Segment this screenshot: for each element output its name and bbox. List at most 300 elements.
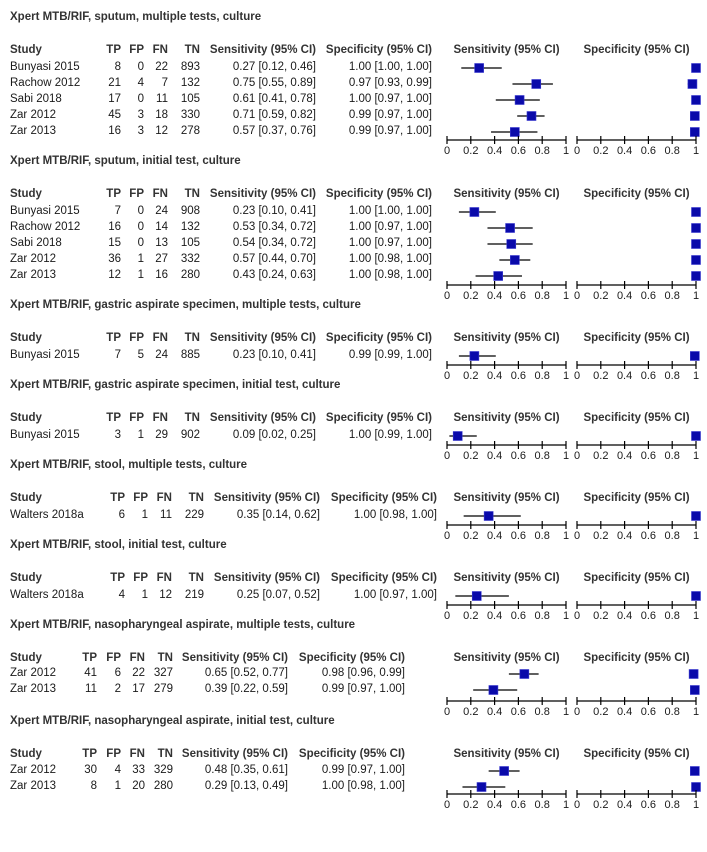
sensitivity-point-marker — [470, 352, 479, 361]
column-header-study: Study — [10, 188, 42, 200]
sensitivity-tick-label: 0.4 — [486, 290, 503, 302]
sensitivity-tick-label: 0.2 — [463, 530, 479, 542]
fp-value: 1 — [137, 253, 144, 265]
study-name: Zar 2012 — [10, 764, 57, 776]
specificity-point-marker — [692, 224, 701, 233]
specificity-tick-label: 1 — [692, 706, 700, 718]
sensitivity-point-marker — [477, 783, 486, 792]
sensitivity-ci: 0.25 [0.07, 0.52] — [236, 589, 320, 601]
specificity-tick-label: 0.4 — [616, 145, 633, 157]
study-name: Zar 2012 — [10, 253, 57, 265]
fp-value: 4 — [114, 764, 121, 776]
sensitivity-tick-label: 0.2 — [463, 610, 479, 622]
specificity-point-marker — [692, 432, 701, 441]
sensitivity-ci: 0.43 [0.24, 0.63] — [232, 269, 316, 281]
tn-value: 105 — [180, 237, 200, 249]
tp-value: 12 — [108, 269, 121, 281]
specificity-tick-label: 1 — [692, 450, 700, 462]
column-header-fn: FN — [152, 332, 168, 344]
plot-header-sensitivity: Sensitivity (95% CI) — [453, 748, 560, 760]
specificity-tick-label: 0.8 — [664, 706, 680, 718]
plot-header-sensitivity: Sensitivity (95% CI) — [453, 572, 560, 584]
specificity-ci: 1.00 [0.97, 1.00] — [348, 93, 432, 105]
specificity-point-marker — [690, 352, 699, 361]
section-title: Xpert MTB/RIF, gastric aspirate specimen, multiple tests, culture — [10, 299, 361, 311]
study-name: Walters 2018a — [10, 589, 84, 601]
plot-header-sensitivity: Sensitivity (95% CI) — [453, 652, 560, 664]
sensitivity-tick-label: 0.2 — [463, 290, 479, 302]
tn-value: 330 — [180, 109, 200, 121]
tn-value: 280 — [153, 780, 173, 792]
tp-value: 11 — [85, 683, 97, 695]
sensitivity-ci: 0.29 [0.13, 0.49] — [204, 780, 288, 792]
sensitivity-tick-label: 0.6 — [510, 290, 527, 302]
specificity-tick-label: 0.4 — [616, 799, 633, 811]
sensitivity-ci: 0.09 [0.02, 0.25] — [232, 429, 316, 441]
plot-header-specificity: Specificity (95% CI) — [583, 748, 690, 760]
specificity-point-marker — [690, 112, 699, 121]
sensitivity-tick-label: 0.4 — [486, 145, 503, 157]
specificity-point-marker — [692, 64, 701, 73]
tn-value: 219 — [184, 589, 204, 601]
study-name: Rachow 2012 — [10, 221, 81, 233]
sensitivity-tick-label: 1 — [562, 706, 570, 718]
column-header-specificity: Specificity (95% CI) — [325, 188, 432, 200]
plot-header-specificity: Specificity (95% CI) — [583, 188, 690, 200]
section-title: Xpert MTB/RIF, gastric aspirate specimen, initial test, culture — [10, 379, 341, 391]
sensitivity-tick-label: 0.8 — [534, 530, 550, 542]
column-header-tp: TP — [110, 492, 125, 504]
column-header-specificity: Specificity (95% CI) — [325, 44, 432, 56]
specificity-tick-label: 0.8 — [664, 799, 680, 811]
column-header-specificity: Specificity (95% CI) — [330, 572, 437, 584]
plot-header-sensitivity: Sensitivity (95% CI) — [453, 188, 560, 200]
tp-value: 45 — [108, 109, 121, 121]
column-header-tn: TN — [184, 188, 200, 200]
sensitivity-ci: 0.27 [0.12, 0.46] — [232, 61, 316, 73]
sensitivity-point-marker — [500, 767, 509, 776]
study-name: Zar 2012 — [10, 109, 57, 121]
specificity-ci: 0.99 [0.99, 1.00] — [348, 349, 432, 361]
column-header-sensitivity: Sensitivity (95% CI) — [209, 188, 316, 200]
column-header-tp: TP — [106, 188, 121, 200]
sensitivity-point-marker — [520, 670, 529, 679]
sensitivity-tick-label: 0.4 — [486, 530, 503, 542]
plot-header-specificity: Specificity (95% CI) — [583, 572, 690, 584]
fn-value: 11 — [156, 93, 168, 105]
specificity-tick-label: 0 — [573, 610, 581, 622]
column-header-tn: TN — [157, 652, 173, 664]
fn-value: 20 — [132, 780, 145, 792]
sensitivity-point-marker — [527, 112, 536, 121]
sensitivity-tick-label: 0.8 — [534, 290, 550, 302]
study-name: Rachow 2012 — [10, 77, 81, 89]
sensitivity-ci: 0.23 [0.10, 0.41] — [232, 349, 316, 361]
sensitivity-tick-label: 0.4 — [486, 610, 503, 622]
tp-value: 8 — [90, 780, 97, 792]
specificity-tick-label: 0.8 — [664, 290, 680, 302]
specificity-ci: 0.99 [0.97, 1.00] — [348, 125, 432, 137]
tp-value: 21 — [108, 77, 121, 89]
tp-value: 4 — [118, 589, 125, 601]
column-header-fp: FP — [129, 332, 144, 344]
sensitivity-tick-label: 0.4 — [486, 450, 503, 462]
specificity-point-marker — [690, 128, 699, 137]
column-header-study: Study — [10, 572, 42, 584]
column-header-study: Study — [10, 412, 42, 424]
sensitivity-point-marker — [506, 224, 515, 233]
fp-value: 4 — [137, 77, 144, 89]
column-header-fn: FN — [152, 188, 168, 200]
study-name: Bunyasi 2015 — [10, 429, 80, 441]
sensitivity-tick-label: 1 — [562, 610, 570, 622]
specificity-tick-label: 0.6 — [640, 706, 657, 718]
sensitivity-tick-label: 0.2 — [463, 706, 479, 718]
sensitivity-tick-label: 0 — [443, 610, 451, 622]
sensitivity-tick-label: 0.6 — [510, 610, 527, 622]
specificity-tick-label: 1 — [692, 530, 700, 542]
specificity-ci: 0.98 [0.96, 0.99] — [321, 667, 405, 679]
specificity-ci: 1.00 [1.00, 1.00] — [348, 61, 432, 73]
fp-value: 5 — [137, 349, 144, 361]
sensitivity-tick-label: 1 — [562, 370, 570, 382]
specificity-point-marker — [692, 592, 701, 601]
sensitivity-tick-label: 0.8 — [534, 450, 550, 462]
fp-value: 1 — [114, 780, 121, 792]
section-title: Xpert MTB/RIF, sputum, multiple tests, culture — [10, 11, 262, 23]
specificity-tick-label: 1 — [692, 370, 700, 382]
fn-value: 24 — [155, 349, 168, 361]
sensitivity-ci: 0.35 [0.14, 0.62] — [236, 509, 320, 521]
fp-value: 6 — [114, 667, 121, 679]
study-name: Bunyasi 2015 — [10, 61, 80, 73]
tp-value: 3 — [114, 429, 121, 441]
tn-value: 132 — [180, 221, 200, 233]
sensitivity-point-marker — [494, 272, 503, 281]
column-header-sensitivity: Sensitivity (95% CI) — [181, 652, 288, 664]
specificity-point-marker — [688, 80, 697, 89]
specificity-ci: 1.00 [0.98, 1.00] — [348, 269, 432, 281]
sensitivity-tick-label: 0.8 — [534, 610, 550, 622]
fn-value: 7 — [161, 77, 168, 89]
column-header-sensitivity: Sensitivity (95% CI) — [209, 412, 316, 424]
study-name: Sabi 2018 — [10, 93, 62, 105]
fn-value: 22 — [155, 61, 168, 73]
column-header-fp: FP — [133, 492, 148, 504]
fn-value: 17 — [132, 683, 145, 695]
specificity-tick-label: 0 — [573, 530, 581, 542]
plot-header-sensitivity: Sensitivity (95% CI) — [453, 412, 560, 424]
specificity-tick-label: 0 — [573, 290, 581, 302]
column-header-study: Study — [10, 748, 42, 760]
specificity-tick-label: 0.6 — [640, 450, 657, 462]
sensitivity-ci: 0.61 [0.41, 0.78] — [232, 93, 316, 105]
sensitivity-tick-label: 0 — [443, 530, 451, 542]
fn-value: 22 — [132, 667, 145, 679]
column-header-study: Study — [10, 332, 42, 344]
section-title: Xpert MTB/RIF, nasopharyngeal aspirate, initial test, culture — [10, 715, 335, 727]
column-header-specificity: Specificity (95% CI) — [325, 332, 432, 344]
specificity-ci: 0.99 [0.97, 1.00] — [321, 683, 405, 695]
sensitivity-tick-label: 0.6 — [510, 370, 527, 382]
fp-value: 3 — [137, 109, 144, 121]
sensitivity-point-marker — [470, 208, 479, 217]
specificity-tick-label: 0 — [573, 450, 581, 462]
column-header-tp: TP — [106, 412, 121, 424]
plot-header-specificity: Specificity (95% CI) — [583, 332, 690, 344]
tp-value: 7 — [114, 205, 121, 217]
sensitivity-ci: 0.57 [0.37, 0.76] — [232, 125, 316, 137]
fn-value: 12 — [159, 589, 172, 601]
tn-value: 332 — [180, 253, 200, 265]
sensitivity-tick-label: 0.2 — [463, 370, 479, 382]
specificity-ci: 1.00 [0.98, 1.00] — [348, 253, 432, 265]
tp-value: 16 — [108, 221, 121, 233]
column-header-specificity: Specificity (95% CI) — [325, 412, 432, 424]
fn-value: 33 — [132, 764, 145, 776]
column-header-study: Study — [10, 44, 42, 56]
specificity-tick-label: 0.2 — [593, 290, 609, 302]
sensitivity-tick-label: 0 — [443, 145, 451, 157]
specificity-tick-label: 0.6 — [640, 610, 657, 622]
column-header-fp: FP — [129, 412, 144, 424]
tn-value: 279 — [153, 683, 173, 695]
tn-value: 902 — [180, 429, 200, 441]
specificity-tick-label: 0.2 — [593, 145, 609, 157]
column-header-fn: FN — [129, 652, 145, 664]
sensitivity-tick-label: 0 — [443, 450, 451, 462]
specificity-ci: 0.99 [0.97, 1.00] — [321, 764, 405, 776]
specificity-tick-label: 0 — [573, 706, 581, 718]
fn-value: 24 — [155, 205, 168, 217]
specificity-tick-label: 0.6 — [640, 290, 657, 302]
column-header-tn: TN — [188, 492, 204, 504]
tp-value: 36 — [108, 253, 121, 265]
sensitivity-ci: 0.54 [0.34, 0.72] — [232, 237, 316, 249]
fn-value: 12 — [155, 125, 168, 137]
section-title: Xpert MTB/RIF, stool, multiple tests, culture — [10, 459, 248, 471]
tp-value: 6 — [118, 509, 125, 521]
column-header-fp: FP — [129, 44, 144, 56]
column-header-study: Study — [10, 492, 42, 504]
sensitivity-tick-label: 0.8 — [534, 706, 550, 718]
specificity-tick-label: 0 — [573, 145, 581, 157]
column-header-fn: FN — [156, 492, 172, 504]
specificity-tick-label: 0.2 — [593, 450, 609, 462]
sensitivity-tick-label: 0.4 — [486, 706, 503, 718]
tn-value: 908 — [180, 205, 200, 217]
column-header-fp: FP — [129, 188, 144, 200]
specificity-tick-label: 0.6 — [640, 530, 657, 542]
specificity-tick-label: 0.2 — [593, 610, 609, 622]
sensitivity-ci: 0.71 [0.59, 0.82] — [232, 109, 316, 121]
specificity-ci: 1.00 [0.97, 1.00] — [353, 589, 437, 601]
study-name: Sabi 2018 — [10, 237, 62, 249]
column-header-tn: TN — [157, 748, 173, 760]
specificity-ci: 1.00 [0.97, 1.00] — [348, 237, 432, 249]
plot-header-sensitivity: Sensitivity (95% CI) — [453, 492, 560, 504]
specificity-tick-label: 0.6 — [640, 370, 657, 382]
specificity-point-marker — [690, 767, 699, 776]
section-title: Xpert MTB/RIF, stool, initial test, culture — [10, 539, 227, 551]
tn-value: 132 — [180, 77, 200, 89]
specificity-ci: 1.00 [0.98, 1.00] — [353, 509, 437, 521]
sensitivity-tick-label: 1 — [562, 799, 570, 811]
column-header-tp: TP — [110, 572, 125, 584]
sensitivity-tick-label: 1 — [562, 290, 570, 302]
column-header-sensitivity: Sensitivity (95% CI) — [209, 44, 316, 56]
column-header-fp: FP — [106, 748, 121, 760]
sensitivity-tick-label: 1 — [562, 145, 570, 157]
specificity-tick-label: 0.8 — [664, 450, 680, 462]
sensitivity-point-marker — [515, 96, 524, 105]
tp-value: 17 — [108, 93, 121, 105]
fn-value: 16 — [155, 269, 168, 281]
specificity-tick-label: 0.2 — [593, 706, 609, 718]
study-name: Zar 2013 — [10, 269, 57, 281]
specificity-ci: 0.99 [0.97, 1.00] — [348, 109, 432, 121]
sensitivity-tick-label: 0.6 — [510, 145, 527, 157]
specificity-point-marker — [692, 272, 701, 281]
specificity-tick-label: 0.6 — [640, 799, 657, 811]
fn-value: 11 — [160, 509, 172, 521]
column-header-sensitivity: Sensitivity (95% CI) — [213, 572, 320, 584]
column-header-fn: FN — [152, 44, 168, 56]
specificity-tick-label: 0 — [573, 799, 581, 811]
sensitivity-point-marker — [507, 240, 516, 249]
study-name: Walters 2018a — [10, 509, 84, 521]
sensitivity-tick-label: 0.6 — [510, 450, 527, 462]
sensitivity-ci: 0.75 [0.55, 0.89] — [232, 77, 316, 89]
plot-header-specificity: Specificity (95% CI) — [583, 44, 690, 56]
tn-value: 278 — [180, 125, 200, 137]
fp-value: 0 — [137, 205, 144, 217]
specificity-tick-label: 0.4 — [616, 450, 633, 462]
sensitivity-tick-label: 0 — [443, 706, 451, 718]
tp-value: 30 — [84, 764, 97, 776]
study-name: Zar 2013 — [10, 683, 57, 695]
study-name: Zar 2012 — [10, 667, 57, 679]
column-header-specificity: Specificity (95% CI) — [298, 652, 405, 664]
specificity-tick-label: 0.8 — [664, 370, 680, 382]
sensitivity-ci: 0.39 [0.22, 0.59] — [204, 683, 288, 695]
sensitivity-point-marker — [489, 686, 498, 695]
column-header-tn: TN — [184, 412, 200, 424]
specificity-tick-label: 0.6 — [640, 145, 657, 157]
specificity-tick-label: 0.4 — [616, 706, 633, 718]
specificity-point-marker — [692, 512, 701, 521]
specificity-ci: 1.00 [1.00, 1.00] — [348, 205, 432, 217]
tp-value: 41 — [84, 667, 97, 679]
specificity-tick-label: 0.2 — [593, 799, 609, 811]
sensitivity-tick-label: 0.8 — [534, 370, 550, 382]
column-header-study: Study — [10, 652, 42, 664]
fp-value: 1 — [141, 589, 148, 601]
plot-header-specificity: Specificity (95% CI) — [583, 412, 690, 424]
column-header-tn: TN — [184, 44, 200, 56]
column-header-tp: TP — [82, 652, 97, 664]
specificity-tick-label: 0.8 — [664, 610, 680, 622]
sensitivity-tick-label: 0.6 — [510, 706, 527, 718]
sensitivity-ci: 0.53 [0.34, 0.72] — [232, 221, 316, 233]
specificity-tick-label: 0.8 — [664, 530, 680, 542]
study-name: Bunyasi 2015 — [10, 349, 80, 361]
fp-value: 0 — [137, 61, 144, 73]
column-header-fn: FN — [156, 572, 172, 584]
sensitivity-tick-label: 1 — [562, 530, 570, 542]
sensitivity-tick-label: 0.4 — [486, 370, 503, 382]
plot-header-sensitivity: Sensitivity (95% CI) — [453, 332, 560, 344]
specificity-tick-label: 0.2 — [593, 370, 609, 382]
column-header-tp: TP — [106, 44, 121, 56]
fn-value: 29 — [155, 429, 168, 441]
sensitivity-tick-label: 0.2 — [463, 799, 479, 811]
tn-value: 105 — [180, 93, 200, 105]
column-header-tn: TN — [184, 332, 200, 344]
fn-value: 14 — [155, 221, 168, 233]
tn-value: 893 — [180, 61, 200, 73]
specificity-ci: 1.00 [0.99, 1.00] — [348, 429, 432, 441]
sensitivity-tick-label: 0.4 — [486, 799, 503, 811]
specificity-tick-label: 1 — [692, 610, 700, 622]
specificity-ci: 1.00 [0.97, 1.00] — [348, 221, 432, 233]
specificity-tick-label: 1 — [692, 799, 700, 811]
sensitivity-point-marker — [510, 128, 519, 137]
fp-value: 1 — [137, 269, 144, 281]
specificity-tick-label: 0.4 — [616, 530, 633, 542]
column-header-sensitivity: Sensitivity (95% CI) — [181, 748, 288, 760]
sensitivity-tick-label: 1 — [562, 450, 570, 462]
study-name: Bunyasi 2015 — [10, 205, 80, 217]
sensitivity-point-marker — [484, 512, 493, 521]
tn-value: 329 — [153, 764, 173, 776]
column-header-tn: TN — [188, 572, 204, 584]
specificity-ci: 0.97 [0.93, 0.99] — [348, 77, 432, 89]
sensitivity-tick-label: 0.8 — [534, 145, 550, 157]
specificity-point-marker — [692, 256, 701, 265]
specificity-tick-label: 0.4 — [616, 370, 633, 382]
specificity-tick-label: 0.4 — [616, 610, 633, 622]
sensitivity-point-marker — [453, 432, 462, 441]
fn-value: 18 — [155, 109, 168, 121]
study-name: Zar 2013 — [10, 780, 57, 792]
tn-value: 885 — [180, 349, 200, 361]
specificity-point-marker — [689, 670, 698, 679]
sensitivity-tick-label: 0 — [443, 370, 451, 382]
sensitivity-point-marker — [510, 256, 519, 265]
tn-value: 327 — [153, 667, 173, 679]
fn-value: 13 — [155, 237, 168, 249]
specificity-point-marker — [692, 208, 701, 217]
sensitivity-tick-label: 0 — [443, 290, 451, 302]
fp-value: 0 — [137, 237, 144, 249]
sensitivity-tick-label: 0.2 — [463, 450, 479, 462]
fp-value: 1 — [137, 429, 144, 441]
specificity-tick-label: 1 — [692, 290, 700, 302]
fp-value: 1 — [141, 509, 148, 521]
sensitivity-tick-label: 0.2 — [463, 145, 479, 157]
column-header-fn: FN — [152, 412, 168, 424]
column-header-fn: FN — [129, 748, 145, 760]
section-title: Xpert MTB/RIF, nasopharyngeal aspirate, multiple tests, culture — [10, 619, 356, 631]
sensitivity-ci: 0.57 [0.44, 0.70] — [232, 253, 316, 265]
specificity-tick-label: 0 — [573, 370, 581, 382]
specificity-ci: 1.00 [0.98, 1.00] — [321, 780, 405, 792]
sensitivity-point-marker — [532, 80, 541, 89]
fp-value: 3 — [137, 125, 144, 137]
plot-header-specificity: Specificity (95% CI) — [583, 492, 690, 504]
specificity-tick-label: 0.8 — [664, 145, 680, 157]
